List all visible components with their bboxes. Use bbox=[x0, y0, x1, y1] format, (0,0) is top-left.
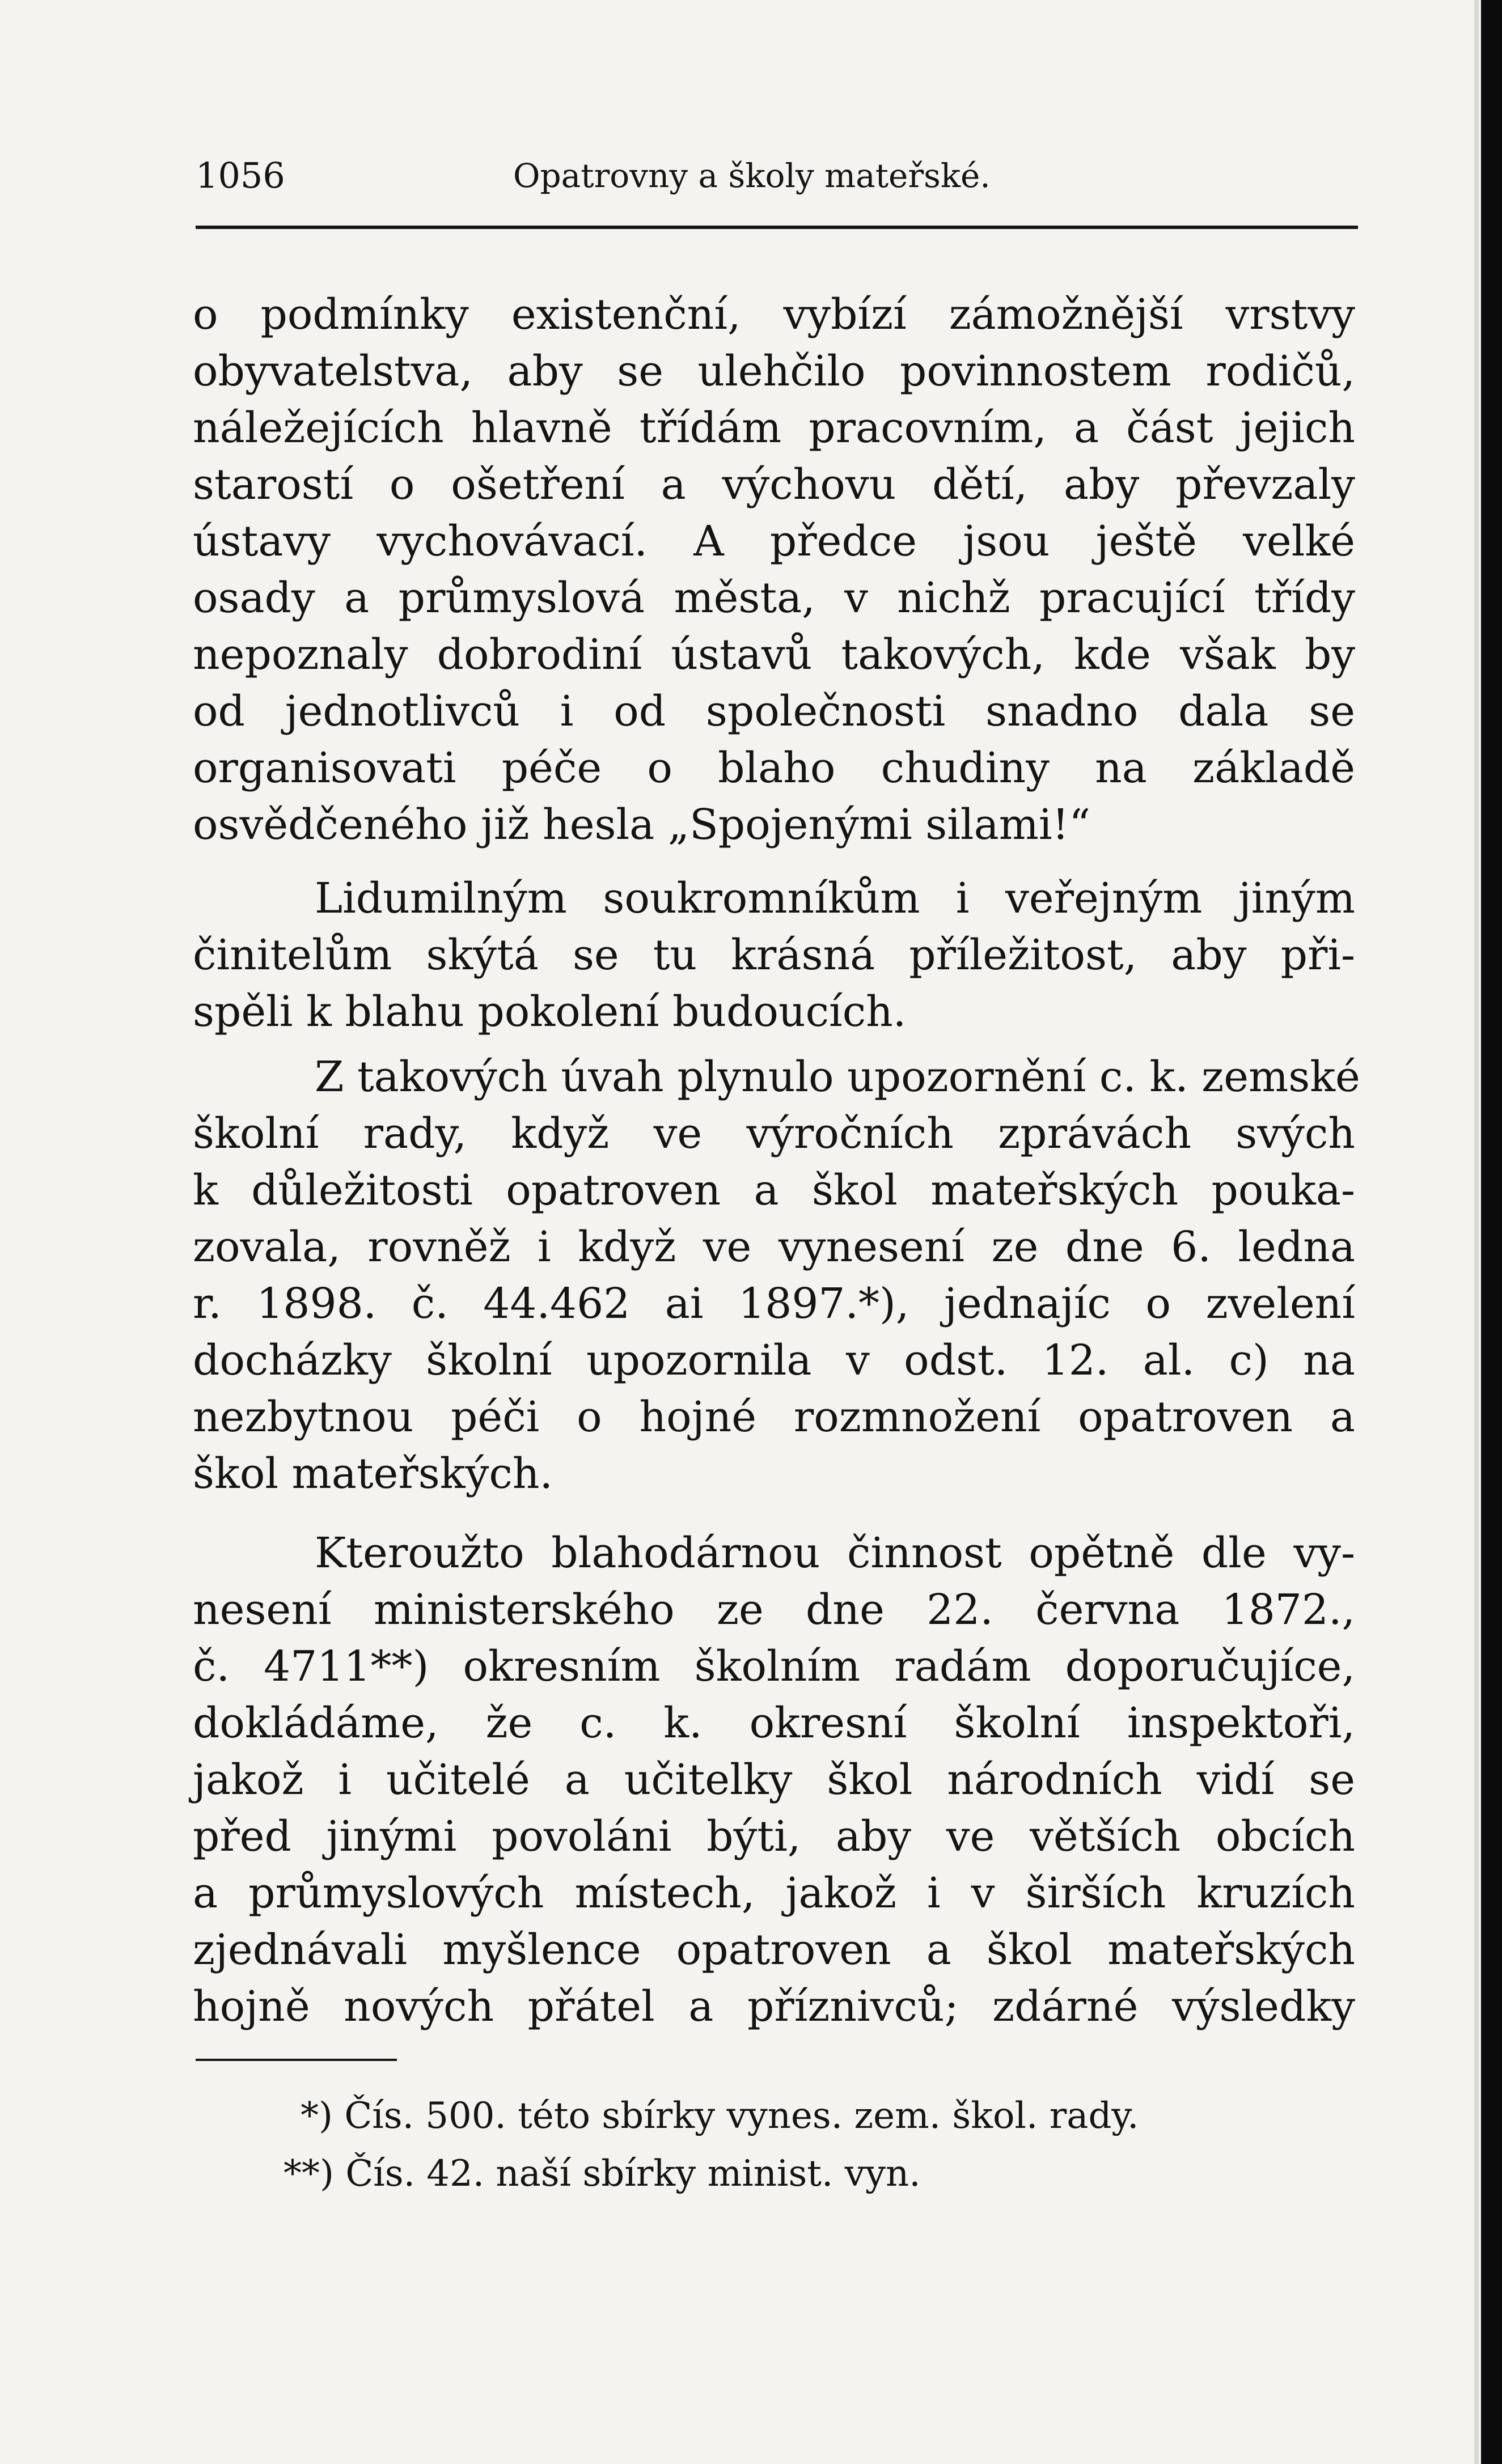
text-line: hojně nových přátel a příznivců; zdárné výsledky bbox=[193, 1982, 1355, 2031]
text-line: k důležitosti opatroven a škol mateřských pouka- bbox=[193, 1166, 1355, 1215]
text-line: obyvatelstva, aby se ulehčilo povinnostem rodičů, bbox=[193, 347, 1355, 396]
text-line: škol mateřských. bbox=[193, 1449, 553, 1498]
text-line: ústavy vychovávací. A předce jsou ještě velké bbox=[193, 517, 1355, 566]
text-line: nezbytnou péči o hojné rozmnožení opatroven a bbox=[193, 1393, 1355, 1441]
running-title: Opatrovny a školy mateřské. bbox=[513, 156, 991, 195]
text-line: č. 4711**) okresním školním radám doporučujíce, bbox=[193, 1642, 1355, 1691]
page-edge-highlight bbox=[1474, 0, 1479, 2464]
footnote-1: *) Čís. 500. této sbírky vynes. zem. škol. rady. bbox=[301, 2095, 1139, 2137]
text-line: osady a průmyslová města, v nichž pracující třídy bbox=[193, 574, 1355, 622]
text-line: a průmyslových místech, jakož i v širších kruzích bbox=[193, 1869, 1355, 1918]
text-line: Z takových úvah plynulo upozornění c. k. zemské bbox=[315, 1053, 1360, 1101]
text-line: nepoznaly dobrodiní ústavů takových, kde však by bbox=[193, 630, 1355, 679]
text-line: spěli k blahu pokolení budoucích. bbox=[193, 987, 907, 1036]
text-line: činitelům skýtá se tu krásná příležitost, aby při- bbox=[193, 931, 1355, 979]
text-line: organisovati péče o blaho chudiny na základě bbox=[193, 744, 1355, 792]
text-line: jakož i učitelé a učitelky škol národních vidí se bbox=[193, 1755, 1355, 1804]
text-line: od jednotlivců i od společnosti snadno dala se bbox=[193, 687, 1355, 736]
text-line: o podmínky existenční, vybízí zámožnější vrstvy bbox=[193, 290, 1355, 339]
text-line: Kteroužto blahodárnou činnost opětně dle vy- bbox=[315, 1529, 1355, 1577]
page-number: 1056 bbox=[196, 155, 285, 196]
footnote-2: **) Čís. 42. naší sbírky minist. vyn. bbox=[284, 2153, 921, 2195]
text-line: dokládáme, že c. k. okresní školní inspektoři, bbox=[193, 1699, 1355, 1748]
text-line: školní rady, když ve výročních zprávách svých bbox=[193, 1109, 1355, 1158]
text-line: r. 1898. č. 44.462 ai 1897.*), jednajíc o zvelení bbox=[193, 1279, 1355, 1328]
text-line: docházky školní upozornila v odst. 12. al. c) na bbox=[193, 1336, 1355, 1385]
header-rule bbox=[196, 226, 1358, 229]
text-line: zjednávali myšlence opatroven a škol mateřských bbox=[193, 1926, 1355, 1974]
page-edge-shadow bbox=[1481, 0, 1502, 2464]
text-line: náležejících hlavně třídám pracovním, a část jejich bbox=[193, 404, 1355, 452]
text-line: Lidumilným soukromníkům i veřejným jiným bbox=[315, 874, 1355, 923]
text-line: nesení ministerského ze dne 22. června 1872., bbox=[193, 1585, 1355, 1634]
text-line: před jinými povoláni býti, aby ve větších obcích bbox=[193, 1812, 1355, 1861]
footnote-rule bbox=[196, 2059, 397, 2061]
text-line: osvědčeného již hesla „Spojenými silami!“ bbox=[193, 800, 1091, 849]
text-line: zovala, rovněž i když ve vynesení ze dne 6. ledna bbox=[193, 1223, 1355, 1271]
page-header bbox=[196, 150, 1358, 201]
text-line: starostí o ošetření a výchovu dětí, aby převzaly bbox=[193, 460, 1355, 509]
